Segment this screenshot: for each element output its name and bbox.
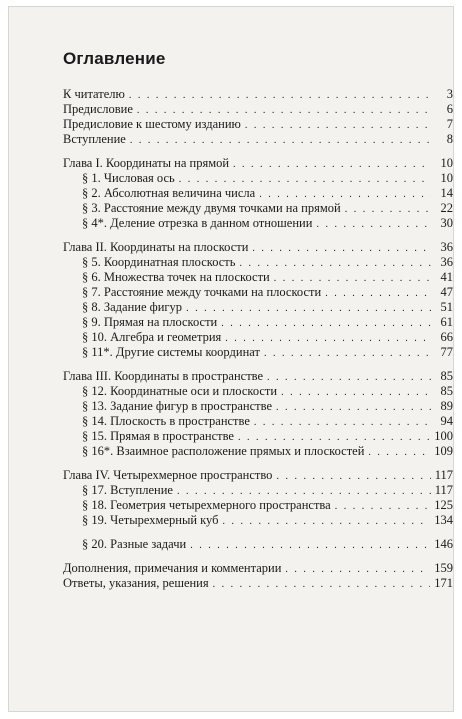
dot-leader (276, 400, 431, 415)
dot-leader (177, 484, 431, 499)
toc-entry-label: Глава III. Координаты в пространстве (63, 369, 264, 383)
dot-leader (335, 499, 431, 514)
dot-leader (285, 562, 430, 577)
toc-entry-label: § 8. Задание фигур (82, 300, 183, 314)
toc-page-number: 51 (440, 300, 453, 314)
toc-page-number: 14 (440, 186, 453, 200)
toc-entry-label: § 13. Задание фигур в пространстве (82, 399, 273, 413)
dot-leader (316, 217, 431, 232)
toc-page-number: 6 (446, 102, 453, 116)
toc-page-number: 36 (440, 240, 453, 254)
toc-entry-label: § 4*. Деление отрезка в данном отношении (82, 216, 313, 230)
toc-subentry[interactable] (63, 285, 453, 300)
toc-page-number: 8 (446, 132, 453, 146)
toc-subentry[interactable] (63, 483, 453, 498)
toc-page-number: 117 (434, 468, 453, 482)
toc-subentry[interactable] (63, 216, 453, 231)
toc-entry[interactable] (63, 561, 453, 576)
toc-page-number: 134 (434, 513, 453, 527)
toc-page-number: 3 (446, 87, 453, 101)
toc-subentry[interactable] (63, 330, 453, 345)
toc-page-number: 66 (440, 330, 453, 344)
toc-subentry[interactable] (63, 537, 453, 552)
toc-subentry[interactable] (63, 270, 453, 285)
toc-entry[interactable] (63, 102, 453, 117)
toc-page-number: 10 (440, 171, 453, 185)
toc-subentry[interactable] (63, 513, 453, 528)
page-title: Оглавление (63, 49, 166, 68)
dot-leader (325, 286, 431, 301)
toc-entry[interactable] (63, 156, 453, 171)
toc-entry-label: Вступление (63, 132, 126, 146)
toc-entry-label: Глава II. Координаты на плоскости (63, 240, 249, 254)
dot-leader (345, 202, 431, 217)
toc-page-number: 117 (434, 483, 453, 497)
toc-subentry[interactable] (63, 345, 453, 360)
toc-page-number: 125 (434, 498, 453, 512)
toc-entry-label: § 12. Координатные оси и плоскости (82, 384, 278, 398)
toc-entry-label: § 9. Прямая на плоскости (82, 315, 218, 329)
toc-page-number: 85 (440, 384, 453, 398)
toc-entry-label: § 1. Числовая ось (82, 171, 175, 185)
toc-entry-label: § 7. Расстояние между точками на плоскости (82, 285, 322, 299)
toc-page-number: 159 (434, 561, 453, 575)
toc-entry-label: Ответы, указания, решения (63, 576, 209, 590)
toc-section (63, 468, 453, 552)
table-of-contents (63, 87, 453, 591)
toc-subentry[interactable] (63, 171, 453, 186)
dot-leader (223, 514, 431, 529)
toc-entry-label: § 6. Множества точек на плоскости (82, 270, 270, 284)
toc-entry-label: § 17. Вступление (82, 483, 173, 497)
dot-leader (245, 118, 431, 133)
toc-entry-label: Дополнения, примечания и комментарии (63, 561, 282, 575)
toc-page-number: 10 (440, 156, 453, 170)
dot-leader (238, 430, 430, 445)
toc-subentry[interactable] (63, 255, 453, 270)
toc-subentry[interactable] (63, 444, 453, 459)
toc-entry-label: Глава IV. Четырехмерное пространство (63, 468, 273, 482)
dot-leader (267, 370, 431, 385)
dot-leader (186, 301, 431, 316)
dot-leader (259, 187, 431, 202)
book-page (8, 6, 454, 712)
toc-entry-label: § 5. Координатная плоскость (82, 255, 236, 269)
toc-entry-label: § 18. Геометрия четырехмерного пространства (82, 498, 331, 512)
toc-section (63, 240, 453, 360)
dot-leader (129, 88, 431, 103)
toc-subentry[interactable] (63, 201, 453, 216)
dot-leader (274, 271, 431, 286)
toc-entry-label: § 19. Четырехмерный куб (82, 513, 219, 527)
toc-section (63, 369, 453, 459)
toc-entry-label: § 10. Алгебра и геометрия (82, 330, 222, 344)
toc-page-number: 146 (434, 537, 453, 551)
toc-page-number: 30 (440, 216, 453, 230)
toc-entry[interactable] (63, 132, 453, 147)
toc-entry[interactable] (63, 369, 453, 384)
toc-entry-label: § 15. Прямая в пространстве (82, 429, 234, 443)
dot-leader (239, 256, 431, 271)
toc-entry[interactable] (63, 240, 453, 255)
toc-entry-label: § 11*. Другие системы координат (82, 345, 260, 359)
toc-entry-label: § 16*. Взаимное расположение прямых и плоскостей (82, 444, 365, 458)
toc-entry-label: К читателю (63, 87, 125, 101)
toc-page-number: 85 (440, 369, 453, 383)
toc-page-number: 47 (440, 285, 453, 299)
toc-entry-label: § 20. Разные задачи (82, 537, 187, 551)
toc-page-number: 36 (440, 255, 453, 269)
dot-leader (252, 241, 431, 256)
dot-leader (213, 577, 431, 592)
dot-leader (137, 103, 431, 118)
dot-leader (281, 385, 431, 400)
toc-entry[interactable] (63, 468, 453, 483)
toc-subentry[interactable] (63, 315, 453, 330)
toc-subentry[interactable] (63, 414, 453, 429)
dot-leader (264, 346, 431, 361)
toc-page-number: 22 (440, 201, 453, 215)
toc-page-number: 77 (440, 345, 453, 359)
toc-page-number: 61 (440, 315, 453, 329)
toc-subentry[interactable] (63, 429, 453, 444)
toc-section (63, 561, 453, 591)
dot-leader (130, 133, 431, 148)
toc-entry-label: Предисловие к шестому изданию (63, 117, 241, 131)
toc-entry-label: § 14. Плоскость в пространстве (82, 414, 250, 428)
toc-entry[interactable] (63, 576, 453, 591)
dot-leader (254, 415, 431, 430)
toc-entry[interactable] (63, 87, 453, 102)
toc-subentry[interactable] (63, 399, 453, 414)
dot-leader (190, 538, 430, 553)
toc-section (63, 156, 453, 231)
toc-section (63, 87, 453, 147)
toc-page-number: 94 (440, 414, 453, 428)
toc-entry-label: § 3. Расстояние между двумя точками на прямой (82, 201, 341, 215)
toc-entry-label: § 2. Абсолютная величина числа (82, 186, 256, 200)
dot-leader (276, 469, 430, 484)
toc-entry-label: Предисловие (63, 102, 133, 116)
dot-leader (368, 445, 430, 460)
toc-page-number: 89 (440, 399, 453, 413)
toc-page-number: 171 (434, 576, 453, 590)
dot-leader (225, 331, 431, 346)
toc-page-number: 41 (440, 270, 453, 284)
toc-subentry[interactable] (63, 384, 453, 399)
dot-leader (221, 316, 431, 331)
toc-subentry[interactable] (63, 186, 453, 201)
toc-entry[interactable] (63, 117, 453, 132)
dot-leader (179, 172, 431, 187)
toc-entry-label: Глава I. Координаты на прямой (63, 156, 230, 170)
dot-leader (233, 157, 431, 172)
toc-page-number: 109 (434, 444, 453, 458)
toc-page-number: 100 (434, 429, 453, 443)
toc-page-number: 7 (446, 117, 453, 131)
toc-subentry[interactable] (63, 498, 453, 513)
toc-subentry[interactable] (63, 300, 453, 315)
